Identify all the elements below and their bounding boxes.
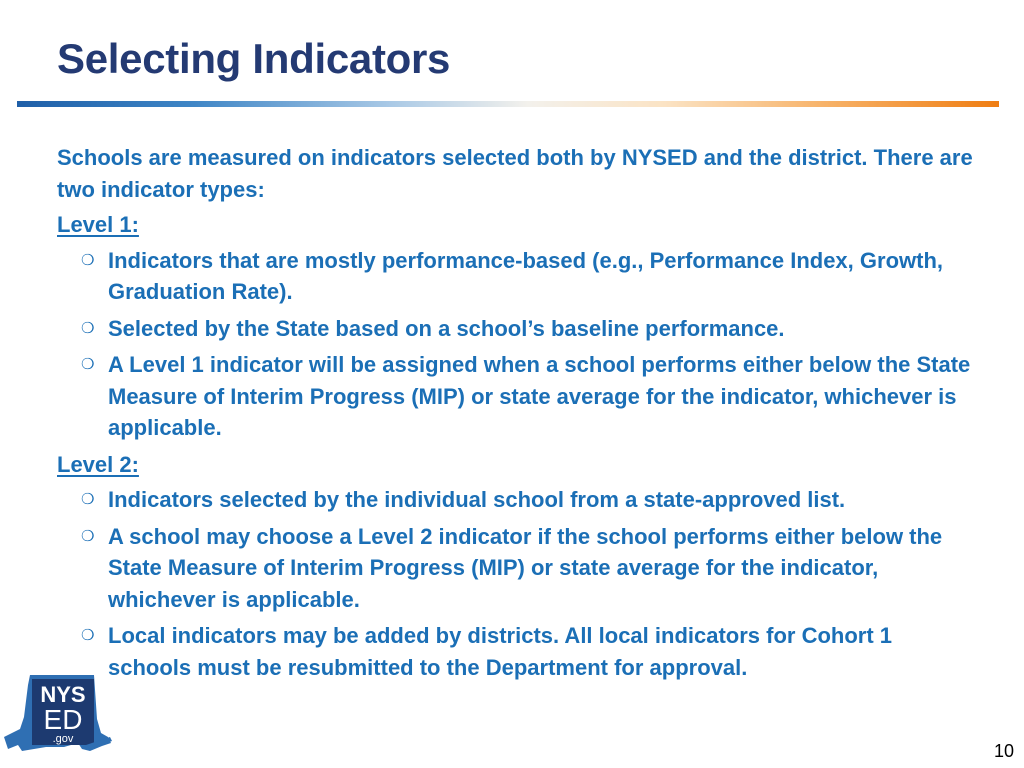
level-1-heading: Level 1: <box>57 212 139 237</box>
logo-ed-text: ED <box>43 704 83 735</box>
bullet-circle-icon: ❍ <box>81 251 95 269</box>
level-1-bullet <box>57 313 977 345</box>
logo-gov-text: .gov <box>52 733 74 745</box>
level-1-bullet-text: Indicators that are mostly performance-based (e.g., Performance Index, Growth, Graduation Rate). <box>108 247 943 304</box>
page-number: 10 <box>993 741 1014 761</box>
level-1-bullet <box>57 245 977 308</box>
logo-nys-text: NYS <box>40 682 86 707</box>
bullet-circle-icon: ❍ <box>81 627 95 644</box>
level-2-bullet <box>57 484 977 516</box>
bullet-circle-icon: ❍ <box>81 356 95 373</box>
level-2-heading: Level 2: <box>57 451 139 477</box>
nysed-logo <box>2 673 112 753</box>
bullet-circle-icon: ❍ <box>81 491 95 508</box>
level-1-bullet <box>57 349 977 444</box>
level-2-bullet-text: A school may choose a Level 2 indicator if the school performs either below the State Measure of Interim Progress (MIP) or state average for the indicator, whichever is applicable. <box>108 523 943 612</box>
slide-body <box>57 142 977 688</box>
level-1-bullet-text: Selected by the State based on a school’s baseline performance. <box>108 315 785 341</box>
bullet-circle-icon: ❍ <box>81 319 95 337</box>
level-2-bullet <box>57 620 977 683</box>
title-divider <box>17 101 999 107</box>
level-2-bullet-list <box>57 484 977 683</box>
level-2-bullet-text: Local indicators may be added by districts. All local indicators for Cohort 1 schools must be resubmitted to the Department for approval. <box>108 623 893 680</box>
bullet-circle-icon: ❍ <box>81 527 95 545</box>
level-1-bullet-text: A Level 1 indicator will be assigned when a school performs either below the State Measure of Interim Progress (MIP) or state average for the indicator, whichever is applicable. <box>108 352 971 440</box>
level-2-bullet <box>57 521 977 616</box>
level-2-bullet-text: Indicators selected by the individual school from a state-approved list. <box>108 487 846 512</box>
level-1-bullet-list <box>57 245 977 444</box>
intro-text: Schools are measured on indicators selected both by NYSED and the district. There are two indicator types: <box>57 145 973 202</box>
slide-title: Selecting Indicators <box>57 35 451 82</box>
